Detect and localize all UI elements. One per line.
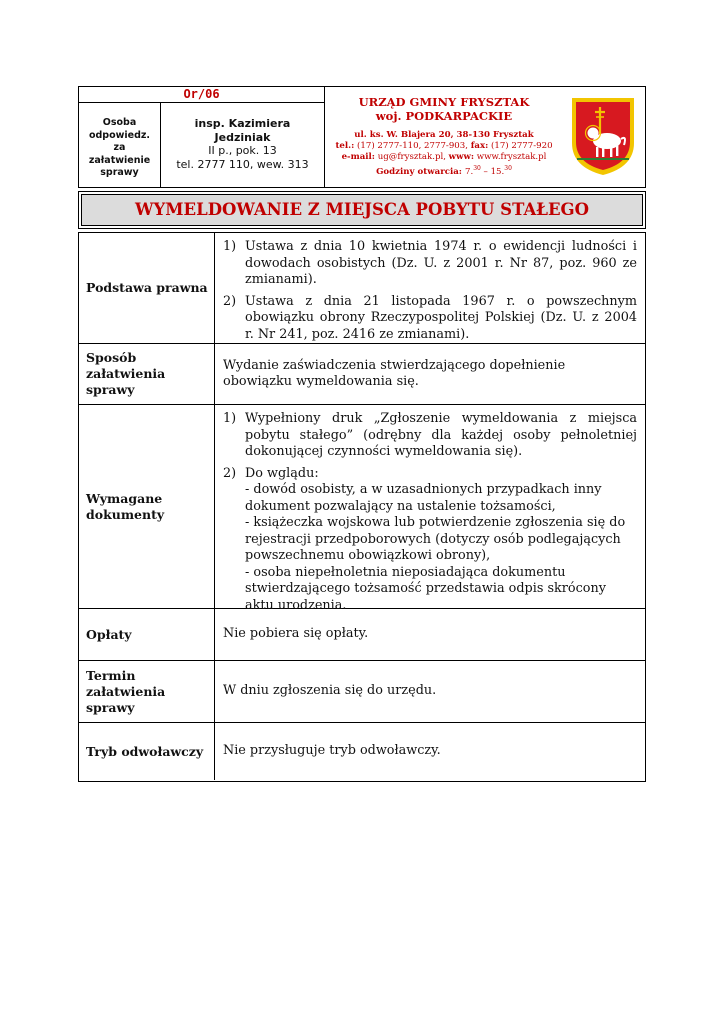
- fax-label: fax:: [470, 141, 489, 151]
- fax-value: (17) 2777-920: [491, 141, 553, 151]
- office-hours: [325, 163, 563, 178]
- table-row-fees: [79, 609, 645, 661]
- row-label: [79, 661, 215, 722]
- responsible-label-line: odpowiedz.: [88, 129, 151, 141]
- row-value-text: Nie przysługuje tryb odwoławczy.: [223, 743, 441, 759]
- responsible-phone: tel. 2777 110, wew. 313: [176, 157, 309, 171]
- office-name: URZĄD GMINY FRYSZTAK: [358, 95, 530, 109]
- row-value: [215, 344, 645, 404]
- sub-item: - osoba niepełnoletnia nieposiadająca dokumentu stwierdzającego tożsamość przedstawia odpis skrócony aktu urodzenia.: [245, 564, 606, 613]
- responsible-person-label: [79, 103, 161, 188]
- document-code: Or/06: [79, 87, 325, 103]
- row-label-line: dokumenty: [86, 506, 165, 522]
- responsible-room: II p., pok. 13: [208, 144, 277, 157]
- row-label: [79, 344, 215, 404]
- office-contact-line: [325, 152, 563, 163]
- row-label-line: Sposób: [86, 350, 137, 365]
- list-item: [223, 294, 637, 344]
- office-address: ul. ks. W. Blajera 20, 38-130 Frysztak: [354, 130, 534, 140]
- row-label-line: sprawy: [86, 699, 135, 715]
- sub-item: - dowód osobisty, a w uzasadnionych przypadkach inny dokument pozwalający na ustalenie tożsamości,: [245, 482, 602, 514]
- list-text: Ustawa z dnia 21 listopada 1967 r. o powszechnym obowiązku obrony Rzeczypospolitej Polskiej (Dz. U. z 2004 r. Nr 241, poz. 2416 ze zmianami).: [245, 293, 637, 342]
- document-header: [78, 86, 646, 188]
- hours-close: – 15.: [480, 166, 505, 177]
- responsible-label-line: za: [113, 142, 126, 153]
- list-text: Ustawa z dnia 10 kwietnia 1974 r. o ewidencji ludności i dowodach osobistych (Dz. U. z 2001 r. Nr 87, poz. 960 ze zmianami).: [245, 239, 637, 287]
- row-label: Podstawa prawna: [79, 233, 215, 343]
- row-value-text: W dniu zgłoszenia się do urzędu.: [223, 683, 437, 699]
- responsible-label-line: Osoba: [102, 117, 137, 128]
- hours-open: 7.: [464, 166, 474, 177]
- tel-value: (17) 2777-110, 2777-903,: [357, 141, 468, 151]
- row-value-text: Nie pobiera się opłaty.: [223, 626, 369, 642]
- list-text: Do wglądu:: [245, 465, 319, 481]
- hours-label: Godziny otwarcia:: [376, 166, 462, 177]
- www-label: www:: [448, 152, 475, 162]
- list-number: 2): [223, 465, 237, 481]
- hours-open-minutes: 30: [473, 165, 481, 172]
- responsible-label-line: załatwienie: [88, 154, 151, 166]
- row-label-line: Wymagane: [86, 490, 163, 506]
- row-value: [215, 661, 645, 722]
- office-phone-line: [325, 141, 563, 152]
- row-label-line: Termin załatwienia: [86, 667, 166, 699]
- tel-label: tel.:: [335, 141, 355, 151]
- email-label: e-mail:: [341, 152, 375, 162]
- responsible-person: [161, 103, 325, 188]
- table-row-legal-basis: [79, 233, 645, 344]
- row-label-line: załatwienia sprawy: [86, 366, 166, 397]
- page-title: WYMELDOWANIE Z MIEJSCA POBYTU STAŁEGO: [81, 194, 643, 226]
- row-value: [215, 723, 645, 780]
- row-value: [215, 233, 645, 343]
- row-value: [215, 405, 645, 613]
- title-bar: [78, 191, 646, 229]
- table-row-method: [79, 344, 645, 405]
- hours-close-minutes: 30: [504, 165, 512, 172]
- responsible-title: insp. Kazimiera: [194, 117, 291, 130]
- row-label: [79, 405, 215, 608]
- table-row-appeal: [79, 723, 645, 780]
- www-link[interactable]: www.frysztak.pl: [476, 152, 547, 162]
- coat-of-arms-icon: [569, 95, 637, 177]
- office-region: woj. PODKARPACKIE: [375, 109, 513, 123]
- row-value-text: Wydanie zaświadczenia stwierdzającego dopełnienie obowiązku wymeldowania się.: [223, 357, 566, 389]
- list-item: [223, 466, 637, 615]
- row-label: Tryb odwoławczy: [79, 723, 215, 780]
- list-number: 2): [223, 293, 237, 309]
- row-label: Opłaty: [79, 609, 215, 660]
- table-row-documents: [79, 405, 645, 613]
- procedure-table: [78, 232, 646, 782]
- list-item: [223, 411, 637, 461]
- list-text: Wypełniony druk „Zgłoszenie wymeldowania z miejsca pobytu stałego” (odrębny dla każdej osoby pełnoletniej dokonującej czynności wymeldowania się).: [245, 411, 637, 459]
- sub-item: - książeczka wojskowa lub potwierdzenie zgłoszenia się do rejestracji przedpoborowych (dotyczy osób podlegających powszechnemu obowiązkowi obrony),: [245, 515, 626, 563]
- responsible-name: Jedziniak: [214, 130, 271, 144]
- email-link[interactable]: ug@frysztak.pl,: [377, 152, 446, 162]
- responsible-label-line: sprawy: [100, 167, 139, 178]
- office-info: [325, 87, 563, 188]
- row-value: [215, 609, 645, 660]
- list-item: [223, 239, 637, 289]
- list-number: 1): [223, 239, 237, 254]
- table-row-deadline: [79, 661, 645, 723]
- list-number: 1): [223, 411, 237, 426]
